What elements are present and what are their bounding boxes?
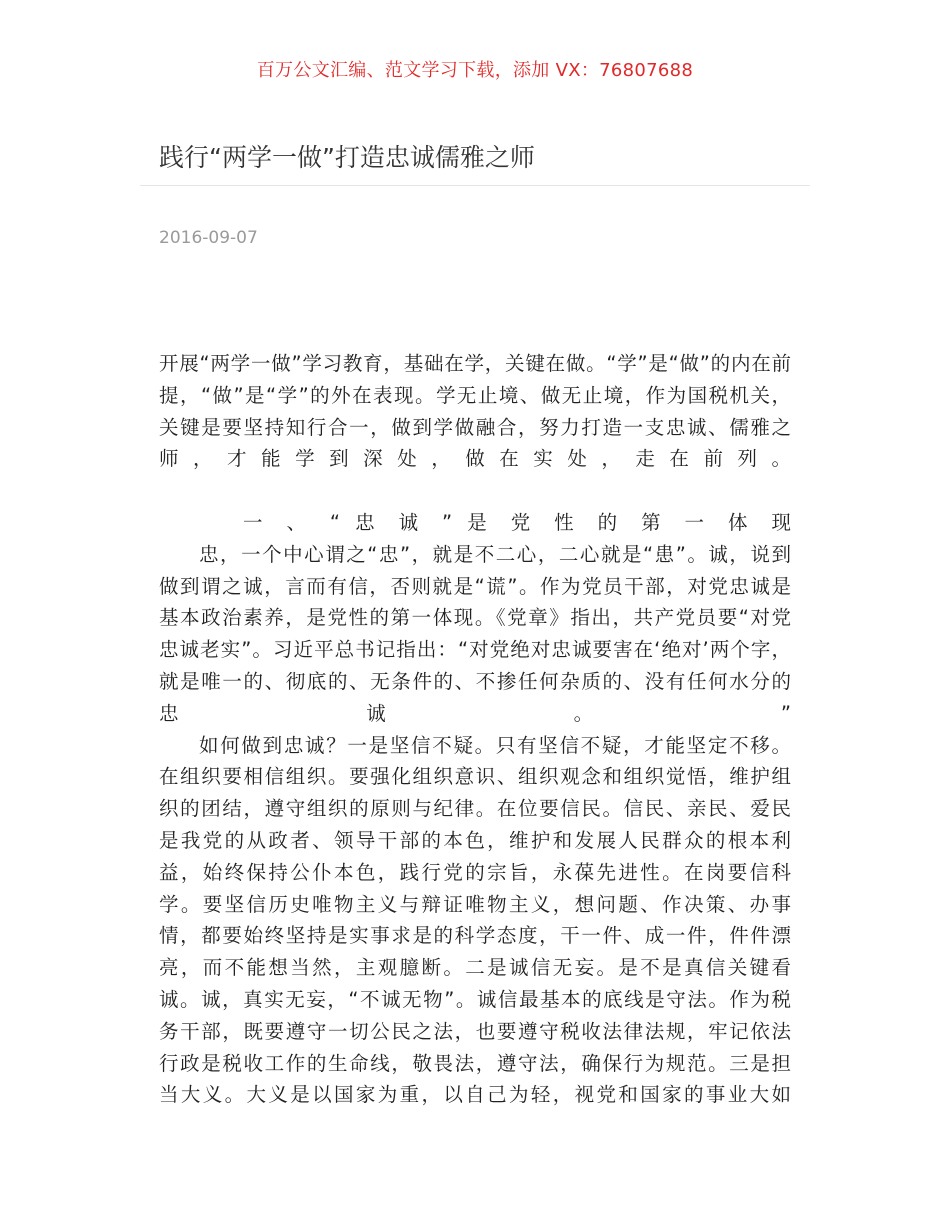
body-line: 诚。诚，真实无妄，“不诚无物”。诚信最基本的底线是守法。作为税 — [159, 987, 791, 1011]
body-line: 基本政治素养，是党性的第一体现。《党章》指出，共产党员要“对党 — [159, 606, 791, 630]
watermark-banner: 百万公文汇编、范文学习下载，添加 VX：76807688 — [256, 60, 694, 81]
body-line: 在组织要相信组织。要强化组织意识、组织观念和组织觉悟，维护组 — [159, 765, 791, 789]
article-title: 践行“两学一做”打造忠诚儒雅之师 — [159, 143, 535, 172]
body-line: 益，始终保持公仆本色，践行党的宗旨，永葆先进性。在岗要信科 — [159, 860, 791, 884]
body-line: 织的团结，遵守组织的原则与纪律。在位要信民。信民、亲民、爱民 — [159, 797, 791, 821]
body-line: 就是唯一的、彻底的、无条件的、不掺任何杂质的、没有任何水分的 — [159, 669, 791, 693]
body-line: 师 ， 才 能 学 到 深 处 ， 做 在 实 处 ， 走 在 前 列 。 — [159, 447, 791, 471]
body-line: 忠，一个中心谓之“忠”，就是不二心，二心就是“患”。诚，说到 — [199, 542, 791, 566]
body-line: 做到谓之诚，言而有信，否则就是“谎”。作为党员干部，对党忠诚是 — [159, 574, 791, 598]
body-line: 当大义。大义是以国家为重，以自己为轻，视党和国家的事业大如 — [159, 1083, 791, 1107]
body-line: 行政是税收工作的生命线，敬畏法，遵守法，确保行为规范。三是担 — [159, 1051, 791, 1075]
section-heading: 一 、 “ 忠 诚 ” 是 党 性 的 第 一 体 现 — [243, 510, 791, 534]
body-line: 亮，而不能想当然，主观臆断。二是诚信无妄。是不是真信关键看 — [159, 956, 791, 980]
paragraph-gap — [159, 475, 791, 507]
body-line: 关键是要坚持知行合一，做到学做融合，努力打造一支忠诚、儒雅之 — [159, 415, 791, 439]
body-line: 忠诚老实”。习近平总书记指出：“对党绝对忠诚要害在‘绝对’两个字， — [159, 638, 791, 662]
body-line: 是我党的从政者、领导干部的本色，维护和发展人民群众的根本利 — [159, 828, 791, 852]
body-line: 学。要坚信历史唯物主义与辩证唯物主义，想问题、作决策、办事 — [159, 892, 791, 916]
body-line: 如何做到忠诚？一是坚信不疑。只有坚信不疑，才能坚定不移。 — [199, 733, 791, 757]
publish-date: 2016-09-07 — [159, 228, 258, 248]
body-line: 务干部，既要遵守一切公民之法，也要遵守税收法律法规，牢记依法 — [159, 1019, 791, 1043]
title-divider — [140, 185, 810, 186]
body-line: 开展“两学一做”学习教育，基础在学，关键在做。“学”是“做”的内在前 — [159, 352, 791, 375]
body-line: 忠 诚 。 ” — [159, 701, 791, 725]
body-line: 提，“做”是“学”的外在表现。学无止境、做无止境，作为国税机关， — [159, 383, 791, 407]
article-body — [159, 348, 791, 1111]
body-line: 情，都要始终坚持是实事求是的科学态度，干一件、成一件，件件漂 — [159, 924, 791, 948]
